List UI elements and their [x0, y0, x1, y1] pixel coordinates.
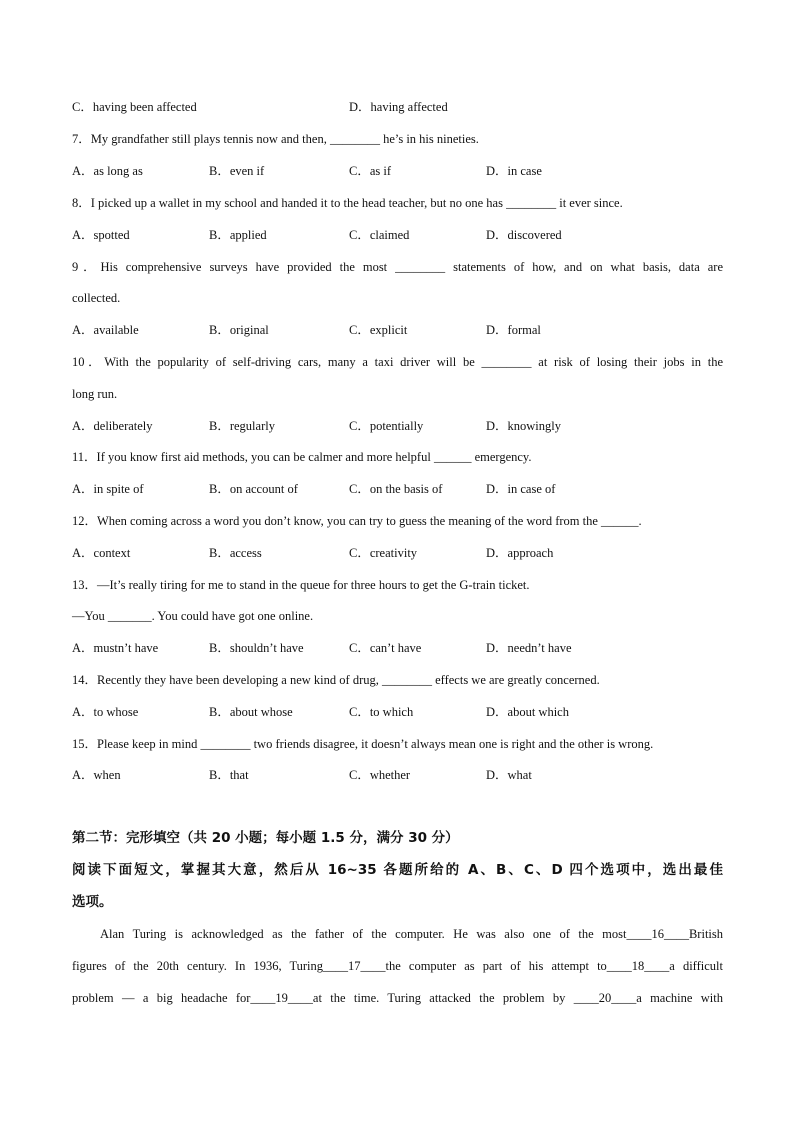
passage-line-3: problem — a big headache for____19____at the time. Turing attacked the problem by ____20____a machine with: [72, 991, 723, 1005]
q14-option-d: D．about which: [486, 705, 569, 719]
q12-option-a: A．context: [72, 546, 131, 560]
q14-option-b: B．about whose: [209, 705, 293, 719]
q15-option-a: A．when: [72, 768, 121, 782]
question-10-stem-line2: long run.: [72, 387, 118, 401]
q15-option-b: B．that: [209, 768, 249, 782]
question-9-stem-line2: collected.: [72, 291, 121, 305]
q9-option-a: A．available: [72, 323, 139, 337]
q9-option-c: C．explicit: [349, 323, 408, 337]
question-13-stem-line2: —You _______. You could have got one online.: [72, 609, 314, 623]
passage-line-1: Alan Turing is acknowledged as the father of the computer. He was also one of the most____16____British: [100, 927, 723, 941]
q12-option-c: C．creativity: [349, 546, 418, 560]
q15-option-c: C．whether: [349, 768, 411, 782]
q9-option-b: B．original: [209, 323, 269, 337]
q14-option-c: C．to which: [349, 705, 414, 719]
q6-option-d: D．having affected: [349, 100, 448, 114]
q7-option-c: C．as if: [349, 164, 392, 178]
q13-option-b: B．shouldn’t have: [209, 641, 304, 655]
question-9-stem-line1: 9．His comprehensive surveys have provided the most ________ statements of how, and on what basis, data are: [72, 260, 723, 274]
q10-option-d: D．knowingly: [486, 419, 562, 433]
q10-option-a: A．deliberately: [72, 419, 153, 433]
q11-option-d: D．in case of: [486, 482, 556, 496]
q15-option-d: D．what: [486, 768, 532, 782]
q8-option-b: B．applied: [209, 228, 267, 242]
passage-line-2: figures of the 20th century. In 1936, Turing____17____the computer as part of his attempt to____18____a difficult: [72, 959, 723, 973]
q10-option-c: C．potentially: [349, 419, 424, 433]
q7-option-a: A．as long as: [72, 164, 143, 178]
q9-option-d: D．formal: [486, 323, 541, 337]
q13-option-d: D．needn’t have: [486, 641, 572, 655]
question-11-stem: 11．If you know first aid methods, you can be calmer and more helpful ______ emergency.: [72, 450, 532, 464]
q11-option-c: C．on the basis of: [349, 482, 443, 496]
q12-option-b: B．access: [209, 546, 262, 560]
question-7-stem: 7．My grandfather still plays tennis now and then, ________ he’s in his nineties.: [72, 132, 479, 146]
q11-option-a: A．in spite of: [72, 482, 144, 496]
q12-option-d: D．approach: [486, 546, 554, 560]
q7-option-d: D．in case: [486, 164, 542, 178]
question-8-stem: 8．I picked up a wallet in my school and handed it to the head teacher, but no one has ________ it ever since.: [72, 196, 623, 210]
q13-option-a: A．mustn’t have: [72, 641, 159, 655]
q6-option-c: C．having been affected: [72, 100, 197, 114]
q7-option-b: B．even if: [209, 164, 265, 178]
q8-option-d: D．discovered: [486, 228, 562, 242]
question-15-stem: 15．Please keep in mind ________ two friends disagree, it doesn’t always mean one is right and the other is wrong.: [72, 737, 654, 751]
question-14-stem: 14．Recently they have been developing a new kind of drug, ________ effects we are greatly concerned.: [72, 673, 600, 687]
section-2-instructions-line1: 阅读下面短文，掌握其大意，然后从 16~35 各题所给的 A、B、C、D 四个选项中，选出最佳: [72, 862, 723, 878]
q13-option-c: C．can’t have: [349, 641, 422, 655]
section-2-title: 第二节：完形填空（共 20 小题；每小题 1.5 分，满分 30 分）: [72, 830, 459, 846]
question-10-stem-line1: 10．With the popularity of self-driving cars, many a taxi driver will be ________ at risk of losing their jobs in the: [72, 355, 723, 369]
q11-option-b: B．on account of: [209, 482, 298, 496]
q8-option-a: A．spotted: [72, 228, 130, 242]
q8-option-c: C．claimed: [349, 228, 410, 242]
q10-option-b: B．regularly: [209, 419, 275, 433]
question-12-stem: 12．When coming across a word you don’t know, you can try to guess the meaning of the word from the ______.: [72, 514, 642, 528]
question-13-stem-line1: 13．—It’s really tiring for me to stand in the queue for three hours to get the G-train ticket.: [72, 578, 530, 592]
q14-option-a: A．to whose: [72, 705, 139, 719]
section-2-instructions-line2: 选项。: [72, 894, 113, 910]
